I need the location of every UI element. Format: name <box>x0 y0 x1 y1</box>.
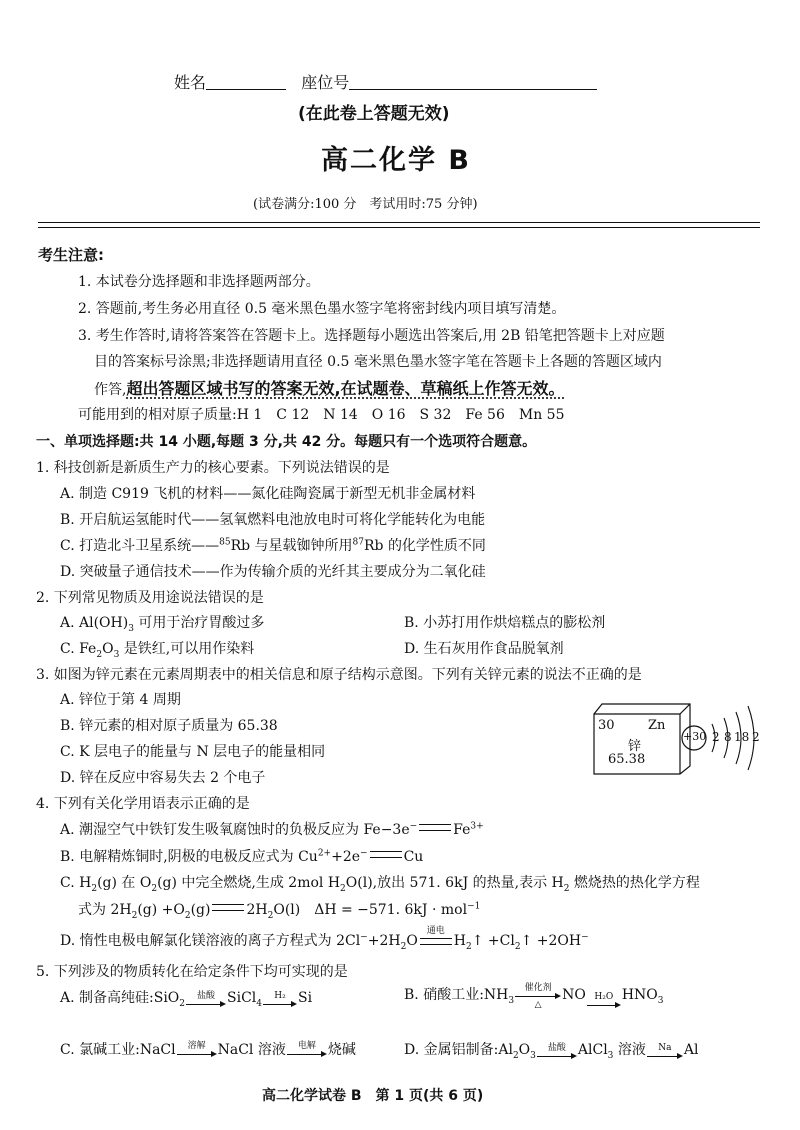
q4-d-t2: +2H <box>367 933 401 950</box>
shell-l: 8 <box>724 730 732 744</box>
q4-c-s2: 2 <box>151 883 158 894</box>
q2-option-b[interactable]: B. 小苏打用作烘焙糕点的膨松剂 <box>404 615 606 631</box>
arrow-icon <box>647 1043 683 1061</box>
q4-option-a[interactable] <box>60 819 484 839</box>
q5-b-t2: NO <box>562 987 586 1003</box>
note-2: 2. 答题前,考生务必用直径 0.5 毫米黑色墨水签字笔将密封线内项目填写清楚。 <box>78 301 566 317</box>
q4-b-sup1: 2+ <box>317 848 332 859</box>
arrow-line <box>587 1002 621 1010</box>
q5-d-s3: 3 <box>607 1050 614 1061</box>
q5-c-t2: NaCl 溶液 <box>217 1042 286 1058</box>
q4-c-s3: 2 <box>340 883 346 894</box>
arrow-label: 溶解 <box>187 1041 206 1051</box>
q4-option-c-line2 <box>78 899 480 921</box>
page-footer: 高二化学试卷 B 第 1 页(共 6 页) <box>262 1088 484 1104</box>
electrolysis-equals <box>418 926 454 952</box>
q4-option-c-line1[interactable] <box>60 872 700 894</box>
arrow-label: 盐酸 <box>547 1042 566 1053</box>
q5-d-s1: 2 <box>512 1050 519 1061</box>
q4-b-text1: B. 电解精炼铜时,阴极的电极反应式为 Cu <box>60 849 318 865</box>
q5-option-b[interactable] <box>404 983 664 1010</box>
note-1: 1. 本试卷分选择题和非选择题两部分。 <box>78 274 320 290</box>
q4-c-s6: 2 <box>184 910 191 921</box>
q4-stem: 4. 下列有关化学用语表示正确的是 <box>36 796 250 812</box>
q4-c-t2: (g) 在 O <box>97 875 152 891</box>
q5-a-t1: A. 制备高纯硅:SiO <box>60 990 180 1006</box>
q5-a-t3: Si <box>298 990 313 1006</box>
q1-c-sup1: 85 <box>219 537 231 548</box>
section-heading: 一、单项选择题:共 14 小题,每题 3 分,共 42 分。每题只有一个选项符合题意。 <box>36 434 537 450</box>
q5-b-s2: 3 <box>657 995 664 1006</box>
q4-d-sup1: − <box>360 932 368 943</box>
notes-heading: 考生注意: <box>38 246 104 264</box>
atomic-number: 30 <box>598 718 615 733</box>
q5-b-s1: 3 <box>508 995 515 1006</box>
q2-option-a[interactable] <box>60 612 264 634</box>
note-3a: 3. 考生作答时,请将答案答在答题卡上。选择题每小题选出答案后,用 2B 铅笔把答题卡上对应题 <box>78 328 665 344</box>
exam-info: (试卷满分:100 分 考试用时:75 分钟) <box>253 197 478 212</box>
heat-symbol: △ <box>534 1000 542 1010</box>
q4-c-t7: (g) +O <box>137 902 185 918</box>
q2-a-sub: 3 <box>128 623 134 634</box>
q5-d-t1: D. 金属铝制备:Al <box>404 1042 513 1058</box>
arrow-label: 催化剂 <box>524 983 552 993</box>
q5-option-c[interactable] <box>60 1039 356 1059</box>
q3-option-d[interactable]: D. 锌在反应中容易失去 2 个电子 <box>60 770 266 786</box>
q3-option-b[interactable]: B. 锌元素的相对原子质量为 65.38 <box>60 718 278 734</box>
q5-c-t1: C. 氯碱工业:NaCl <box>60 1042 176 1058</box>
condition-label: 通电 <box>426 926 445 936</box>
q1-c-text1: C. 打造北斗卫星系统—— <box>60 538 220 554</box>
arrow-line <box>647 1053 683 1061</box>
q1-c-text2: Rb 与星载铷钟所用 <box>230 538 353 554</box>
arrow-icon <box>177 1041 217 1059</box>
arrow-label: H₂ <box>274 990 286 1001</box>
arrow-label: 盐酸 <box>197 990 216 1001</box>
q4-c-t10: O(l) ΔH = −571. 6kJ · mol <box>273 902 468 918</box>
name-label: 姓名 <box>174 73 207 92</box>
q4-d-t1: D. 惰性电极电解氯化镁溶液的离子方程式为 2Cl <box>60 933 361 950</box>
zinc-atom-diagram <box>676 700 766 780</box>
arrow-icon <box>263 991 297 1009</box>
atomic-masses: 可能用到的相对原子质量:H 1 C 12 N 14 O 16 S 32 Fe 56 Mn 55 <box>78 407 565 423</box>
q1-c-text3: Rb 的化学性质不同 <box>363 538 486 554</box>
q2-c-text1: C. Fe <box>60 641 97 657</box>
q4-c-t1: C. H <box>60 875 92 891</box>
q3-option-a[interactable]: A. 锌位于第 4 周期 <box>60 692 181 708</box>
q5-option-d[interactable] <box>404 1039 698 1061</box>
page-title: 高二化学 B <box>321 145 471 176</box>
q4-c-s5: 2 <box>131 910 138 921</box>
note-3b: 目的答案标号涂黑;非选择题请用直径 0.5 毫米黑色墨水签字笔在答题卡上各题的答题区域内 <box>94 354 662 370</box>
q5-stem: 5. 下列涉及的物质转化在给定条件下均可实现的是 <box>36 964 348 980</box>
q5-d-s2: 3 <box>530 1050 536 1061</box>
arrow-line <box>263 1001 297 1009</box>
q4-c-s4: 2 <box>563 883 570 894</box>
q4-a-text1: A. 潮湿空气中铁钉发生吸氧腐蚀时的负极反应为 Fe−3e <box>60 822 410 838</box>
q3-option-c[interactable]: C. K 层电子的能量与 N 层电子的能量相同 <box>60 744 326 760</box>
arrow-label: H₂O <box>594 992 614 1002</box>
q4-d-s1: 2 <box>400 942 407 952</box>
q2-option-c[interactable] <box>60 638 254 660</box>
arrow-label: Na <box>658 1042 672 1053</box>
arrow-line <box>177 1051 217 1059</box>
arrow-icon <box>186 991 226 1009</box>
element-symbol: Zn <box>648 718 666 733</box>
arrow-line <box>186 1001 226 1009</box>
notice: (在此卷上答题无效) <box>298 104 450 124</box>
q1-c-sup2: 87 <box>352 537 364 548</box>
q2-c-text2: O <box>102 641 114 657</box>
q2-option-d[interactable]: D. 生石灰用作食品脱氧剂 <box>404 641 564 657</box>
arrow-label: 电解 <box>297 1041 316 1051</box>
q4-c-t4: O(l),放出 571. 6kJ 的热量,表示 H <box>345 875 564 891</box>
seat-blank[interactable] <box>349 75 597 90</box>
q4-b-text3: Cu <box>403 849 424 865</box>
q4-c-s7: 2 <box>267 910 274 921</box>
q4-c-s1: 2 <box>91 883 98 894</box>
q1-stem: 1. 科技创新是新质生产力的核心要素。下列说法错误的是 <box>36 460 390 476</box>
shell-m: 18 <box>734 730 750 744</box>
shell-n: 2 <box>752 730 760 744</box>
q1-option-d[interactable]: D. 突破量子通信技术——作为传输介质的光纤其主要成分为二氧化硅 <box>60 564 486 580</box>
arrow-icon <box>537 1043 577 1061</box>
q4-d-t3: O <box>406 933 418 950</box>
seat-label: 座位号 <box>301 73 350 92</box>
header-divider <box>38 222 760 228</box>
q4-d-t5: ↑ +Cl <box>471 933 515 950</box>
q2-stem: 2. 下列常见物质及用途说法错误的是 <box>36 590 264 606</box>
shell-k: 2 <box>712 730 720 744</box>
q5-d-t3: 溶液 <box>613 1042 646 1058</box>
q4-c-sup: −1 <box>467 901 481 912</box>
q4-c-t6: 式为 2H <box>78 902 132 918</box>
q4-c-t5: 燃烧热的热化学方程 <box>569 875 700 891</box>
atomic-mass: 65.38 <box>608 752 646 767</box>
q1-option-b[interactable]: B. 开启航运氢能时代——氢氧燃料电池放电时可将化学能转化为电能 <box>60 512 486 528</box>
note-3c <box>94 376 565 399</box>
arrow-line <box>515 993 561 1001</box>
q4-d-sup2: − <box>581 932 589 943</box>
q5-b-t1: B. 硝酸工业:NH <box>404 987 509 1003</box>
q5-b-t3: HNO <box>621 987 658 1003</box>
nucleus-charge: +30 <box>683 730 707 743</box>
q5-a-s2: 4 <box>256 998 263 1009</box>
q5-a-s1: 2 <box>179 998 186 1009</box>
equals-sign <box>420 938 452 945</box>
q1-option-a[interactable]: A. 制造 C919 飞机的材料——氮化硅陶瓷属于新型无机非金属材料 <box>60 486 476 502</box>
q4-d-t6: ↑ +2OH <box>520 933 582 950</box>
q3-stem: 3. 如图为锌元素在元素周期表中的相关信息和原子结构示意图。下列有关锌元素的说法不正确的是 <box>36 667 642 683</box>
q5-d-t4: Al <box>683 1042 699 1058</box>
q4-b-text2: +2e <box>331 849 361 865</box>
q5-option-a[interactable] <box>60 987 312 1009</box>
q4-a-sup2: 3+ <box>470 821 484 832</box>
q4-a-sup1: − <box>409 821 418 832</box>
q2-c-sub1: 2 <box>96 649 103 660</box>
q1-option-c[interactable] <box>60 535 486 555</box>
arrow-icon <box>287 1041 327 1059</box>
q4-d-s2: 2 <box>466 942 472 952</box>
q4-b-sup2: − <box>360 848 368 859</box>
arrow-line <box>537 1053 577 1061</box>
q4-c-t8: (g) <box>190 902 211 918</box>
q4-d-s3: 2 <box>514 942 521 952</box>
equals-sign <box>419 824 451 831</box>
q2-a-text2: 可用于治疗胃酸过多 <box>133 615 265 631</box>
name-line <box>174 70 597 93</box>
equals-sign <box>370 851 402 858</box>
q2-c-text3: 是铁红,可以用作染料 <box>119 641 255 657</box>
q4-a-text2: Fe <box>453 822 471 838</box>
arrow-icon <box>515 983 561 1010</box>
q2-a-text1: A. Al(OH) <box>60 615 129 631</box>
q2-c-sub2: 3 <box>113 649 120 660</box>
name-blank[interactable] <box>206 75 286 90</box>
q5-d-t2: AlCl <box>577 1042 608 1058</box>
equals-sign <box>212 904 244 911</box>
q4-option-d[interactable] <box>60 926 589 952</box>
q4-c-t3: (g) 中完全燃烧,生成 2mol H <box>157 875 341 891</box>
q4-option-b[interactable] <box>60 846 423 866</box>
q4-d-t4: H <box>453 933 467 950</box>
element-name: 锌 <box>628 739 642 754</box>
arrow-line <box>287 1051 327 1059</box>
note-3c-text: 作答, <box>94 382 127 398</box>
arrow-icon <box>587 992 621 1010</box>
q5-d-o: O <box>518 1042 531 1058</box>
q5-c-t3: 烧碱 <box>327 1042 356 1058</box>
q5-a-t2: SiCl <box>227 990 257 1006</box>
q4-c-t9: 2H <box>246 902 268 918</box>
note-warning: 超出答题区域书写的答案无效,在试题卷、草稿纸上作答无效。 <box>126 379 565 398</box>
